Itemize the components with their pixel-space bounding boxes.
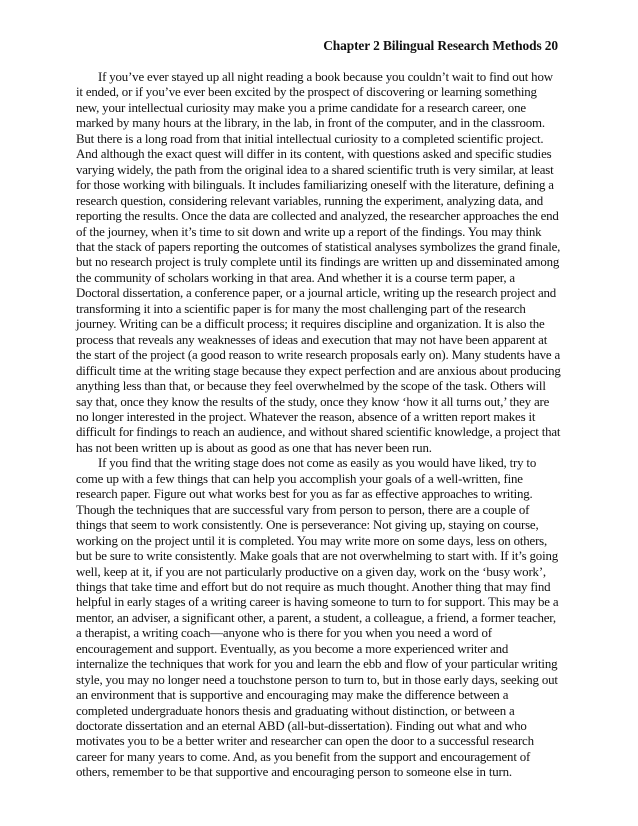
text-line: journey. Writing can be a difficult process; it requires discipline and organization. It is also the — [76, 317, 545, 332]
text-line: new, your intellectual curiosity may make you a prime candidate for a research career, one — [76, 100, 526, 115]
text-line: If you find that the writing stage does not come as easily as you would have liked, try to — [98, 456, 537, 471]
text-line: anything less than that, or because they feel overwhelmed by the scope of the task. Others will — [76, 379, 546, 394]
text-line: But there is a long road from that initial intellectual curiosity to a completed scientific project. — [76, 131, 544, 146]
text-line: transforming it into a scientific paper is for many the most challenging part of the research — [76, 301, 526, 316]
text-line: research question, considering relevant variables, running the experiment, analyzing data, and — [76, 193, 544, 208]
text-line: encouragement and support. Eventually, as you become a more experienced writer and — [76, 641, 509, 656]
text-line: it ended, or if you’ve ever been excited by the prospect of discovering or learning something — [76, 85, 537, 100]
text-line: difficult for findings to reach an audience, and without shared scientific knowledge, a project that — [76, 425, 561, 440]
text-line: process that reveals any weaknesses of ideas and execution that may not have been apparent at — [76, 332, 548, 347]
text-line: things that seem to work consistently. One is perseverance: Not giving up, staying on course, — [76, 518, 539, 533]
text-line: career for many years to come. And, as you benefit from the support and encouragement of — [76, 749, 531, 764]
text-line: others, remember to be that supportive and encouraging person to someone else in turn. — [76, 765, 512, 780]
text-line: reporting the results. Once the data are collected and analyzed, the researcher approaches the end — [76, 209, 559, 224]
text-line: but be sure to write consistently. Make goals that are not overwhelming to start with. If it’s going — [76, 549, 559, 564]
text-line: research paper. Figure out what works best for you as far as effective approaches to writing. — [76, 487, 533, 502]
paragraph — [76, 456, 564, 781]
text-line: the start of the project (a good reason to write research proposals early on). Many students have a — [76, 348, 561, 363]
text-line: things that take time and effort but do not require as much thought. Another thing that may find — [76, 579, 551, 594]
text-line: for those working with bilinguals. It includes familiarizing oneself with the literature, defining a — [76, 178, 554, 193]
text-line: varying widely, the path from the original idea to a shared scientific truth is very similar, at least — [76, 162, 554, 177]
text-line: the community of scholars working in that area. And whether it is a course term paper, a — [76, 270, 515, 285]
text-line: difficult time at the writing stage because they expect perfection and are anxious about producing — [76, 363, 561, 378]
text-line: well, keep at it, if you are not particularly productive on a given day, work on the ‘busy work’, — [76, 564, 546, 579]
text-line: If you’ve ever stayed up all night reading a book because you couldn’t wait to find out how — [98, 70, 553, 84]
text-line: And although the exact quest will differ in its content, with questions asked and specific studies — [76, 147, 552, 162]
text-line: style, you may no longer need a touchstone person to turn to, but in those early days, seeking out — [76, 672, 558, 687]
text-line: of the journey, when it’s time to sit down and write up a report of the findings. You may think — [76, 224, 542, 239]
text-line: no longer interested in the project. Whatever the reason, absence of a written report makes it — [76, 409, 536, 424]
body-text — [76, 70, 564, 781]
text-line: helpful in early stages of a writing career is having someone to turn to for support. This may be a — [76, 595, 559, 610]
text-line: come up with a few things that can help you accomplish your goals of a well-written, fine — [76, 471, 523, 486]
text-line: working on the project until it is completed. You may write more on some days, less on others, — [76, 533, 548, 548]
running-head: Chapter 2 Bilingual Research Methods 20 — [323, 38, 558, 53]
text-line: doctorate dissertation and an eternal ABD (all-but-dissertation). Finding out what and who — [76, 719, 527, 734]
text-line: say that, once they know the results of the study, once they know ‘how it all turns out,’ they are — [76, 394, 550, 409]
text-line: Though the techniques that are successful vary from person to person, there are a couple of — [76, 502, 530, 517]
text-line: a therapist, a writing coach—anyone who is there for you when you need a word of — [76, 626, 492, 641]
paragraph — [76, 70, 564, 456]
text-line: that the stack of papers reporting the outcomes of statistical analyses symbolizes the grand finale, — [76, 239, 561, 254]
text-line: motivates you to be a better writer and researcher can open the door to a successful research — [76, 734, 534, 749]
text-line: internalize the techniques that work for you and learn the ebb and flow of your particular writing — [76, 657, 558, 672]
text-line: mentor, an adviser, a significant other, a parent, a student, a colleague, a friend, a former teacher, — [76, 610, 556, 625]
text-line: but no research project is truly complete until its findings are written up and disseminated among — [76, 255, 560, 270]
text-line: Doctoral dissertation, a conference paper, or a journal article, writing up the research project and — [76, 286, 557, 301]
text-line: an environment that is supportive and encouraging may make the difference between a — [76, 688, 509, 703]
text-line: has not been written up is about as good as one that has never been run. — [76, 440, 432, 455]
text-line: marked by many hours at the library, in the lab, in front of the computer, and in the classroom. — [76, 116, 545, 131]
text-line: completed undergraduate honors thesis and graduating without distinction, or between a — [76, 703, 515, 718]
